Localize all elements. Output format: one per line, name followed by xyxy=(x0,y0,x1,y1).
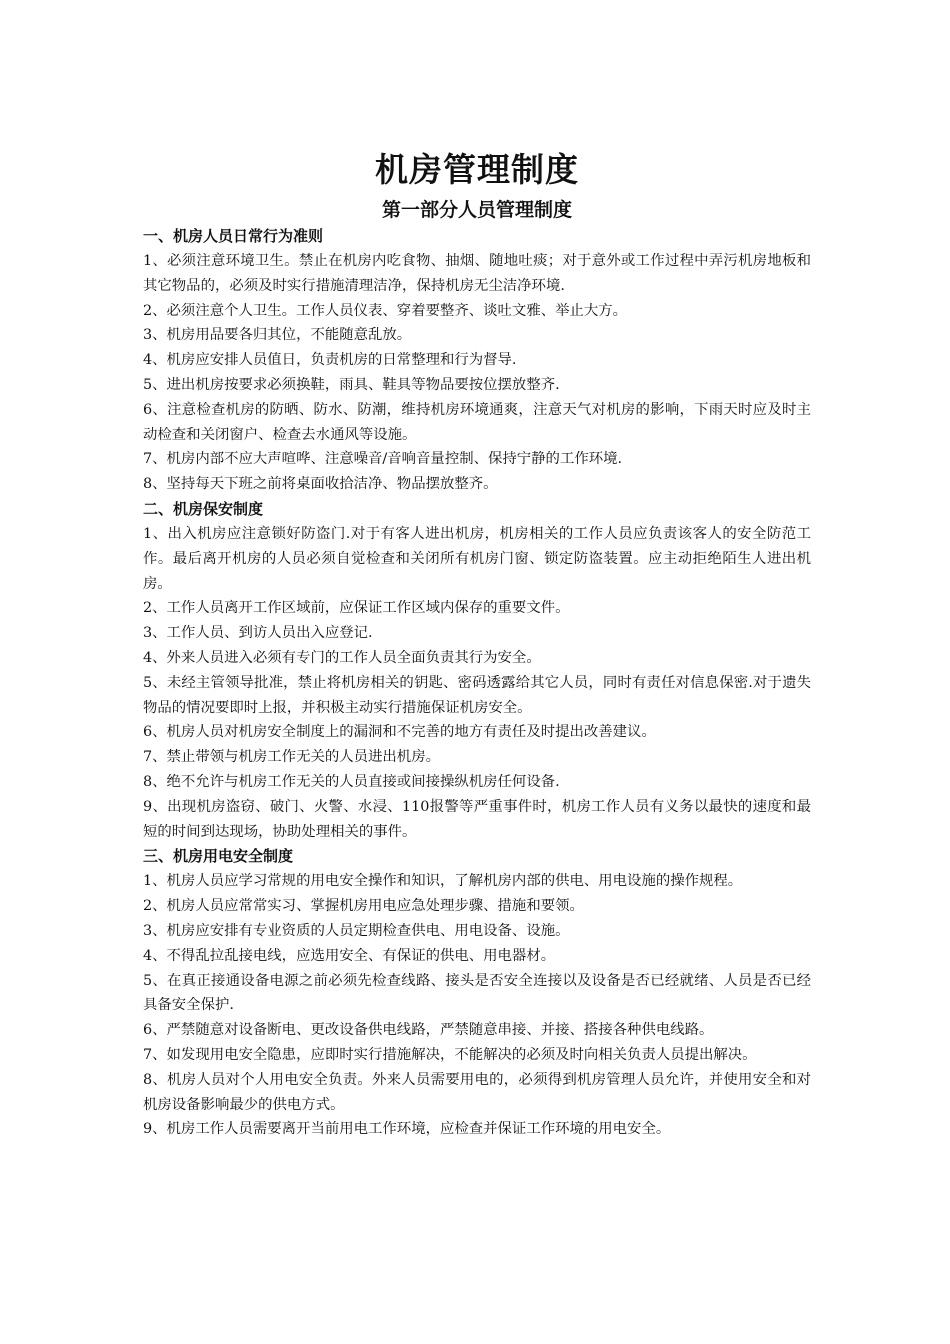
rule-item: 2、工作人员离开工作区域前，应保证工作区域内保存的重要文件。 xyxy=(143,600,570,617)
section-heading: 二、机房保安制度 xyxy=(143,499,264,518)
section-security xyxy=(143,497,811,844)
rule-item: 6、机房人员对机房安全制度上的漏洞和不完善的地方有责任及时提出改善建议。 xyxy=(143,724,656,741)
rule-item: 8、坚持每天下班之前将桌面收拾洁净、物品摆放整齐。 xyxy=(143,476,498,493)
rule-item: 7、如发现用电安全隐患，应即时实行措施解决，不能解决的必须及时向相关负责人员提出解决。 xyxy=(143,1046,757,1063)
document-body xyxy=(143,148,811,1142)
rule-item: 4、机房应安排人员值日，负责机房的日常整理和行为督导. xyxy=(143,352,517,369)
rule-item: 2、必须注意个人卫生。工作人员仪表、穿着要整齐、谈吐文雅、举止大方。 xyxy=(143,302,628,319)
rule-item: 8、机房人员对个人用电安全负责。外来人员需要用电的，必须得到机房管理人员允许，并使用安全和对机房设备影响最少的供电方式。 xyxy=(143,1071,811,1113)
rule-item: 7、禁止带领与机房工作无关的人员进出机房。 xyxy=(143,749,440,766)
section-daily-conduct xyxy=(143,224,811,497)
section-heading: 三、机房用电安全制度 xyxy=(143,847,294,866)
rule-item: 1、机房人员应学习常规的用电安全操作和知识，了解机房内部的供电、用电设施的操作规程。 xyxy=(143,873,743,890)
rule-item: 1、出入机房应注意锁好防盗门.对于有客人进出机房，机房相关的工作人员应负责该客人的安全防范工作。最后离开机房的人员必须自觉检查和关闭所有机房门窗、锁定防盗装置。应主动拒绝陌生人进出机房。 xyxy=(143,525,811,592)
rule-item: 8、绝不允许与机房工作无关的人员直接或间接操纵机房任何设备. xyxy=(143,773,560,790)
part-title: 第一部分人员管理制度 xyxy=(381,199,572,221)
rule-item: 6、严禁随意对设备断电、更改设备供电线路，严禁随意串接、并接、搭接各种供电线路。 xyxy=(143,1022,714,1039)
rule-item: 3、工作人员、到访人员出入应登记. xyxy=(143,625,373,642)
rule-item: 4、不得乱拉乱接电线，应选用安全、有保证的供电、用电器材。 xyxy=(143,947,556,964)
rule-item: 7、机房内部不应大声喧哗、注意噪音/音响音量控制、保持宁静的工作环境. xyxy=(143,451,623,468)
rule-item: 5、未经主管领导批准，禁止将机房相关的钥匙、密码透露给其它人员，同时有责任对信息保密.对于遗失物品的情况要即时上报，并积极主动实行措施保证机房安全。 xyxy=(143,674,811,716)
rule-item: 3、机房用品要各归其位，不能随意乱放。 xyxy=(143,327,412,344)
rule-item: 5、进出机房按要求必须换鞋，雨具、鞋具等物品要按位摆放整齐. xyxy=(143,376,560,393)
rule-item: 6、注意检查机房的防晒、防水、防潮，维持机房环境通爽，注意天气对机房的影响，下雨天时应及时主动检查和关闭窗户、检查去水通风等设施。 xyxy=(143,401,811,443)
rule-item: 5、在真正接通设备电源之前必须先检查线路、接头是否安全连接以及设备是否已经就绪、人员是否已经具备安全保护. xyxy=(143,972,811,1014)
rule-item: 1、必须注意环境卫生。禁止在机房内吃食物、抽烟、随地吐痰；对于意外或工作过程中弄污机房地板和其它物品的，必须及时实行措施清理洁净，保持机房无尘洁净环境. xyxy=(143,253,811,294)
rule-item: 9、机房工作人员需要离开当前用电工作环境，应检查并保证工作环境的用电安全。 xyxy=(143,1121,671,1138)
document-title: 机房管理制度 xyxy=(375,150,579,189)
rule-item: 3、机房应安排有专业资质的人员定期检查供电、用电设备、设施。 xyxy=(143,922,570,939)
rule-item: 4、外来人员进入必须有专门的工作人员全面负责其行为安全。 xyxy=(143,649,541,666)
section-heading: 一、机房人员日常行为准则 xyxy=(143,227,324,245)
rule-item: 9、出现机房盗窃、破门、火警、水浸、110报警等严重事件时，机房工作人员有义务以最快的速度和最短的时间到达现场，协助处理相关的事件。 xyxy=(143,798,811,840)
rule-item: 2、机房人员应常常实习、掌握机房用电应急处理步骤、措施和要领。 xyxy=(143,898,584,915)
section-electrical-safety xyxy=(143,844,811,1142)
